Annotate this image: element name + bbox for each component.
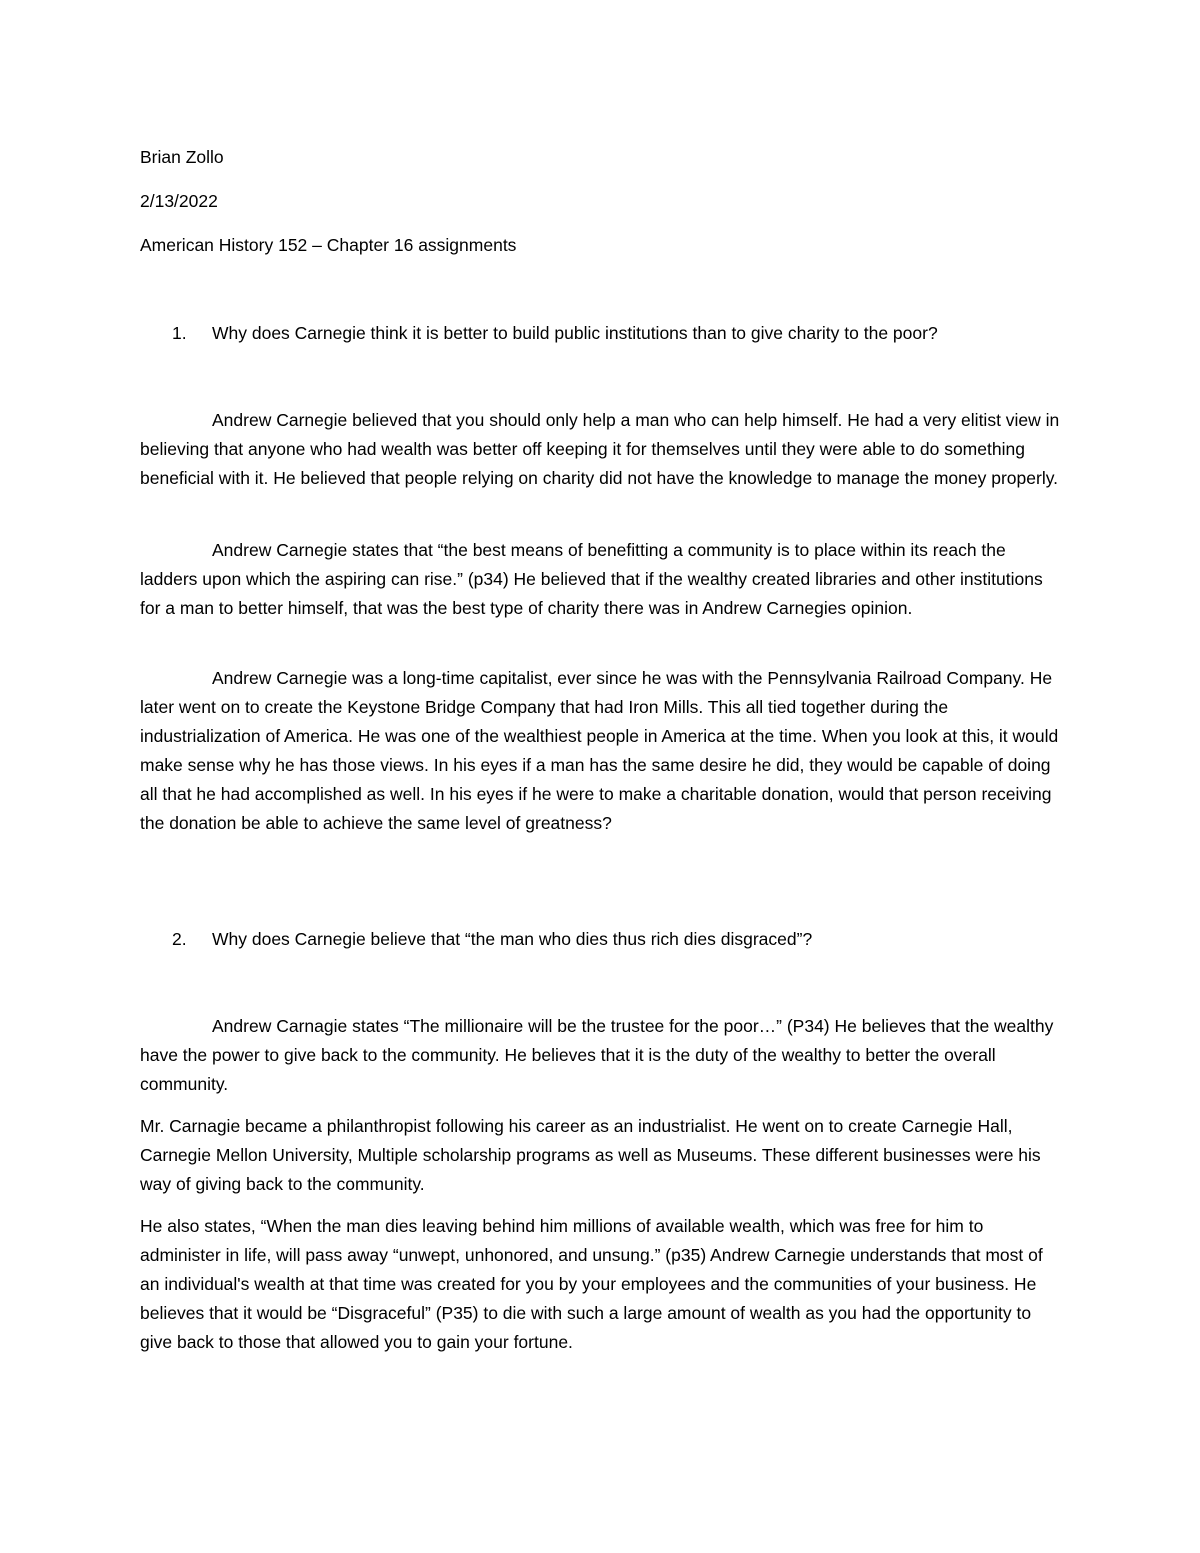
answer-2-paragraph-1: Andrew Carnagie states “The millionaire will be the trustee for the poor…” (P34) He believes that the wealthy have the power to give back to the community. He believes that it is the duty of the wealthy to better the overall community. <box>140 1016 1054 1094</box>
question-1 <box>172 322 938 344</box>
answer-1-paragraph-1: Andrew Carnegie believed that you should only help a man who can help himself. He had a very elitist view in believing that anyone who had wealth was better off keeping it for themselves until they were able to do something beneficial with it. He believed that people relying on charity did not have the knowledge to manage the money properly. <box>140 410 1060 488</box>
answer-1-paragraph-3: Andrew Carnegie was a long-time capitalist, ever since he was with the Pennsylvania Railroad Company. He later went on to create the Keystone Bridge Company that had Iron Mills. This all tied together during the industrialization of America. He was one of the wealthiest people in America at the time. When you look at this, it would make sense why he has those views. In his eyes if a man has the same desire he did, they would be capable of doing all that he had accomplished as well. In his eyes if he were to make a charitable donation, would that person receiving the donation be able to achieve the same level of greatness? <box>140 668 1059 833</box>
document-date: 2/13/2022 <box>140 191 218 211</box>
answer-2-paragraph-2: Mr. Carnagie became a philanthropist following his career as an industrialist. He went on to create Carnegie Hall, Carnegie Mellon University, Multiple scholarship programs as well as Museums. These different businesses were his way of giving back to the community. <box>140 1116 1041 1194</box>
question-1-number: 1. <box>172 323 187 343</box>
question-2-number: 2. <box>172 929 187 949</box>
question-2-text: Why does Carnegie believe that “the man who dies thus rich dies disgraced”? <box>212 929 813 949</box>
answer-2-paragraph-3: He also states, “When the man dies leaving behind him millions of available wealth, which was free for him to administer in life, will pass away “unwept, unhonored, and unsung.” (p35) Andrew Carnegie understands that most of an individual's wealth at that time was created for you by your employees and the communities of your business. He believes that it would be “Disgraceful” (P35) to die with such a large amount of wealth as you had the opportunity to give back to those that allowed you to gain your fortune. <box>140 1216 1043 1352</box>
author-name: Brian Zollo <box>140 147 224 167</box>
question-1-text: Why does Carnegie think it is better to build public institutions than to give charity to the poor? <box>212 323 938 343</box>
answer-1-paragraph-2: Andrew Carnegie states that “the best means of benefitting a community is to place within its reach the ladders upon which the aspiring can rise.” (p34) He believed that if the wealthy created libraries and other institutions for a man to better himself, that was the best type of charity there was in Andrew Carnegies opinion. <box>140 540 1043 618</box>
course-title: American History 152 – Chapter 16 assignments <box>140 235 517 255</box>
question-2 <box>172 928 812 950</box>
